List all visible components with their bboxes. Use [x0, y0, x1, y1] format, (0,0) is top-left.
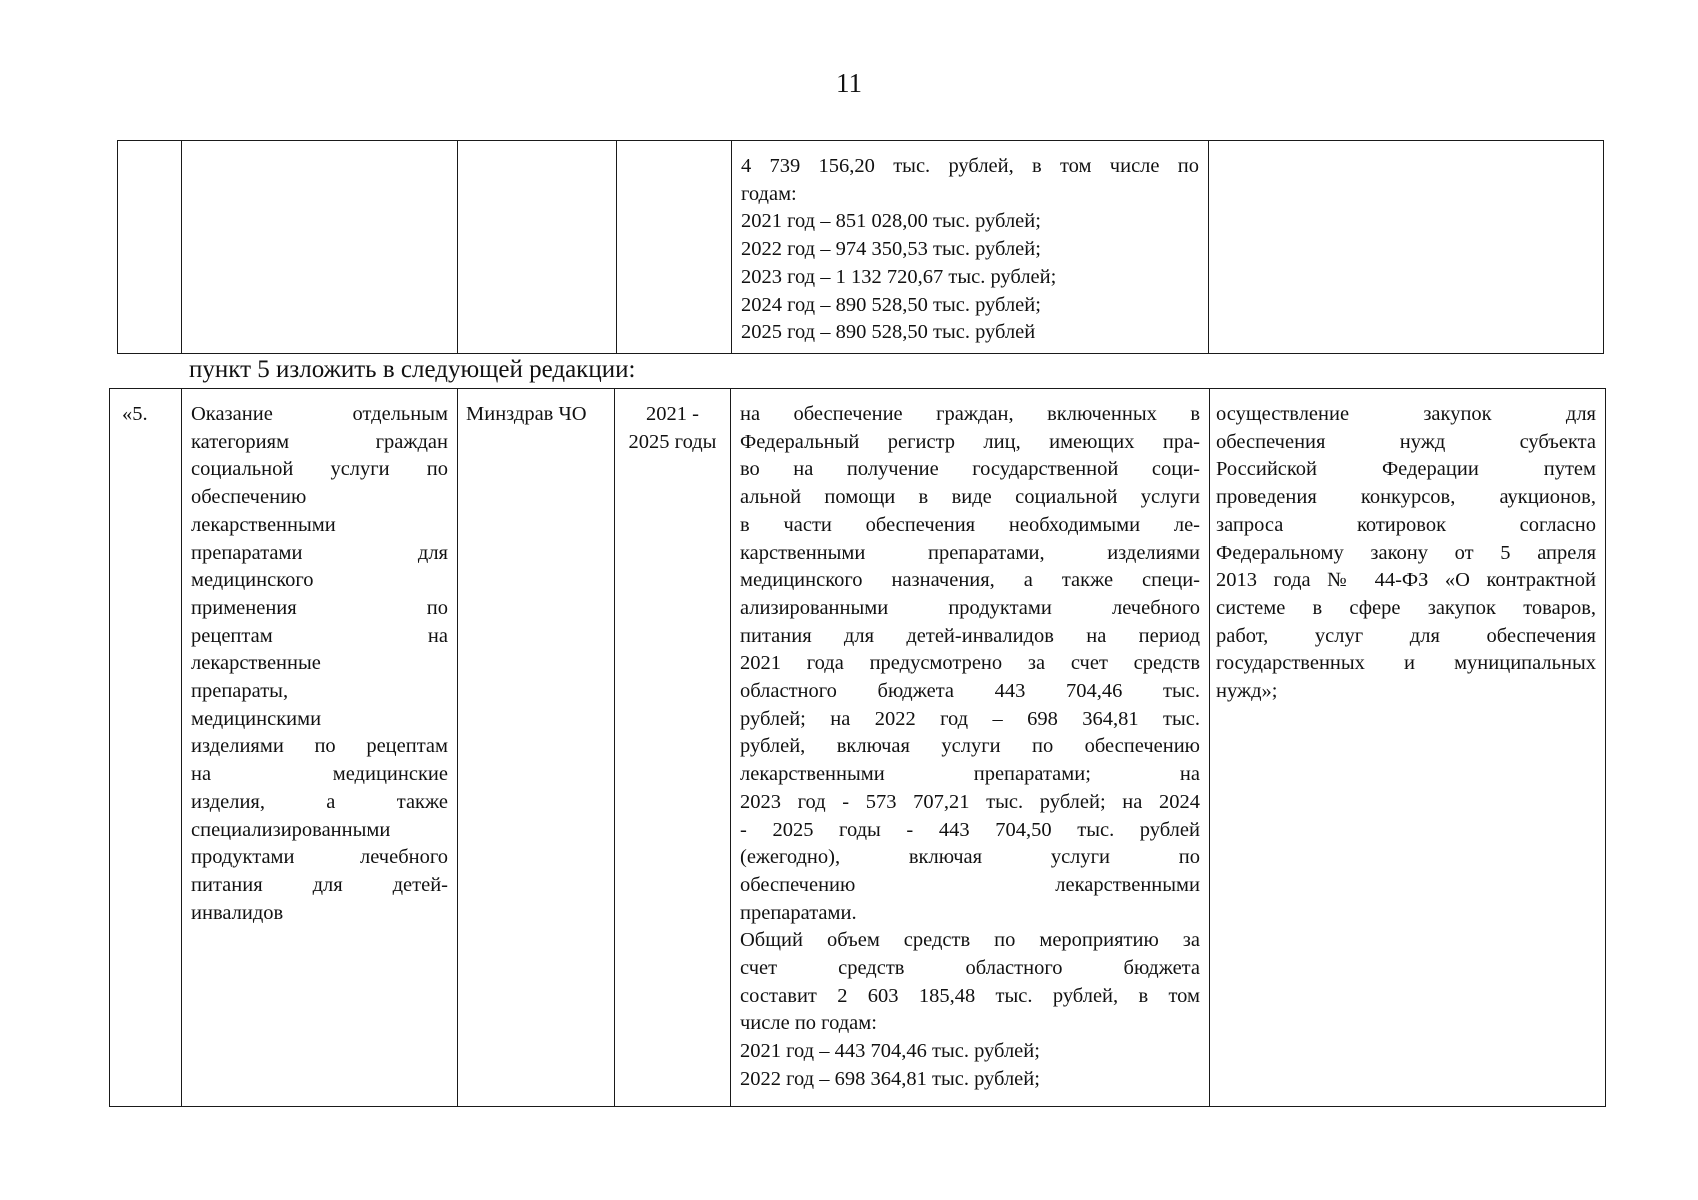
cell-executor: [458, 389, 615, 1107]
result-line: осуществление закупок для: [1216, 403, 1596, 425]
measure-line: продуктами лечебного: [191, 846, 448, 869]
financing-line: рублей, включая услуги по обеспечению: [740, 735, 1200, 758]
cell-result: [1210, 389, 1606, 1107]
financing-line: альной помощи в виде социальной услуги: [740, 486, 1200, 509]
financing-line: на обеспечение граждан, включенных в: [740, 403, 1200, 425]
result-line: нужд»;: [1216, 680, 1278, 703]
financing-line: 2023 год - 573 707,21 тыс. рублей; на 2024: [740, 790, 1200, 813]
financing-line: питания для детей-инвалидов на период: [740, 624, 1200, 647]
financing-line: карственными препаратами, изделиями: [740, 541, 1200, 564]
financing-line: - 2025 годы - 443 704,50 тыс. рублей: [740, 818, 1200, 841]
measure-line: медицинскими: [191, 707, 322, 730]
financing-line: (ежегодно), включая услуги по: [740, 846, 1200, 869]
financing-line: лекарственными препаратами; на: [740, 763, 1200, 786]
amendment-instruction: пункт 5 изложить в следующей редакции:: [189, 356, 636, 383]
financing-line: обеспечению лекарственными: [740, 873, 1200, 896]
financing-line: счет средств областного бюджета: [740, 957, 1200, 980]
measure-line: питания для детей-: [191, 873, 448, 896]
financing-line: в части обеспечения необходимыми ле-: [740, 513, 1200, 536]
result-line: системе в сфере закупок товаров,: [1216, 596, 1596, 619]
measure-line: лекарственными: [191, 513, 336, 536]
period-line: 2025 годы: [628, 430, 717, 453]
financing-line: 2023 год – 1 132 720,67 тыс. рублей;: [741, 265, 1057, 288]
financing-line: 2021 год – 443 704,46 тыс. рублей;: [740, 1040, 1040, 1063]
measure-line: медицинского: [191, 569, 314, 592]
measure-line: рецептам на: [191, 624, 448, 647]
measure-line: лекарственные: [191, 652, 321, 675]
financing-line: годам:: [741, 182, 797, 205]
row-number: «5.: [122, 403, 148, 425]
result-line: запроса котировок согласно: [1216, 513, 1596, 536]
measure-line: препараты,: [191, 680, 289, 703]
financing-line: 2024 год – 890 528,50 тыс. рублей;: [741, 293, 1041, 316]
measure-table: [109, 388, 1606, 1107]
cell-period: [617, 141, 732, 354]
measure-line: изделия, а также: [191, 790, 448, 813]
measure-line: Оказание отдельным: [191, 403, 448, 425]
cell-measure: [182, 141, 458, 354]
result-line: государственных и муниципальных: [1216, 652, 1596, 675]
cell-period: [615, 389, 731, 1107]
financing-line: Общий объем средств по мероприятию за: [740, 929, 1200, 952]
result-line: Российской Федерации путем: [1216, 458, 1596, 481]
cell-number: [110, 389, 182, 1107]
continuation-table: [117, 140, 1604, 354]
result-line: обеспечения нужд субъекта: [1216, 430, 1596, 453]
measure-line: обеспечению: [191, 486, 307, 509]
page-number: 11: [836, 68, 862, 98]
measure-line: на медицинские: [191, 763, 448, 786]
financing-line: медицинского назначения, а также специ-: [740, 569, 1200, 592]
cell-measure: [182, 389, 458, 1107]
financing-line: во на получение государственной соци-: [740, 458, 1200, 481]
measure-line: препаратами для: [191, 541, 448, 564]
executor: Минздрав ЧО: [466, 403, 587, 425]
measure-line: изделиями по рецептам: [191, 735, 448, 758]
financing-line: 2025 год – 890 528,50 тыс. рублей: [741, 321, 1036, 344]
financing-line: препаратами.: [740, 901, 857, 924]
measure-line: специализированными: [191, 818, 391, 841]
financing-line: составит 2 603 185,48 тыс. рублей, в том: [740, 984, 1200, 1007]
financing-line: 2022 год – 698 364,81 тыс. рублей;: [740, 1067, 1040, 1090]
result-line: проведения конкурсов, аукционов,: [1216, 486, 1596, 509]
cell-number: [118, 141, 182, 354]
financing-line: областного бюджета 443 704,46 тыс.: [740, 680, 1200, 703]
period-line: 2021 -: [646, 403, 699, 425]
result-line: Федеральному закону от 5 апреля: [1216, 541, 1596, 564]
financing-line: 2021 года предусмотрено за счет средств: [740, 652, 1200, 675]
cell-result: [1209, 141, 1604, 354]
financing-line: 4 739 156,20 тыс. рублей, в том числе по: [741, 155, 1199, 177]
financing-line: рублей; на 2022 год – 698 364,81 тыс.: [740, 707, 1200, 730]
financing-line: 2021 год – 851 028,00 тыс. рублей;: [741, 210, 1041, 233]
financing-line: ализированными продуктами лечебного: [740, 596, 1200, 619]
measure-line: инвалидов: [191, 901, 284, 924]
table-row: [118, 141, 1604, 354]
result-line: 2013 года № 44-ФЗ «О контрактной: [1216, 569, 1596, 592]
measure-line: применения по: [191, 596, 448, 619]
cell-executor: [458, 141, 617, 354]
table-row: [110, 389, 1606, 1107]
measure-line: категориям граждан: [191, 430, 448, 453]
cell-financing: [732, 141, 1209, 354]
financing-line: 2022 год – 974 350,53 тыс. рублей;: [741, 238, 1041, 261]
measure-line: социальной услуги по: [191, 458, 448, 481]
financing-line: Федеральный регистр лиц, имеющих пра-: [740, 430, 1200, 453]
financing-line: числе по годам:: [740, 1012, 877, 1035]
result-line: работ, услуг для обеспечения: [1216, 624, 1596, 647]
cell-financing: [731, 389, 1210, 1107]
